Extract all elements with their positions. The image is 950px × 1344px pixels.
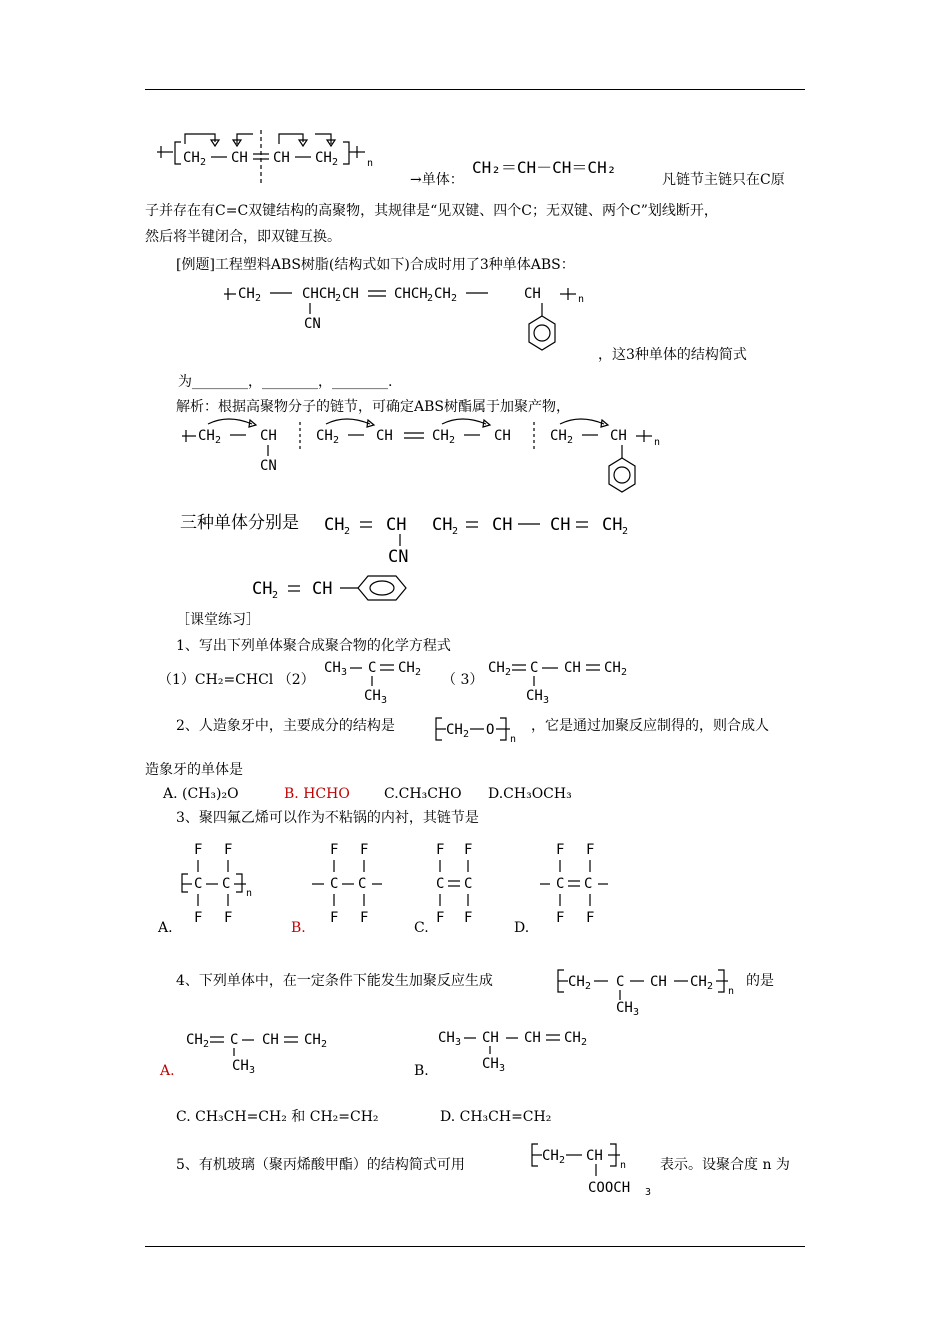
svg-text:CH: CH	[616, 1000, 633, 1016]
svg-text:CH: CH	[550, 428, 567, 444]
q5-pmma-structure	[530, 1138, 670, 1202]
svg-text:F: F	[194, 842, 203, 858]
q4-option-a-structure	[184, 1028, 354, 1078]
svg-text:CH: CH	[304, 1032, 321, 1048]
svg-text:CH: CH	[398, 660, 415, 676]
svg-text:COOCH: COOCH	[588, 1180, 631, 1196]
svg-text:CH: CH	[438, 1030, 455, 1046]
svg-text:C: C	[222, 876, 231, 892]
svg-text:CH: CH	[273, 150, 290, 166]
svg-text:C: C	[330, 876, 339, 892]
q3-option-c-structure	[430, 840, 500, 930]
q3-option-b-structure	[310, 840, 400, 930]
svg-text:F: F	[556, 910, 565, 926]
svg-text:3: 3	[633, 1007, 640, 1018]
svg-text:CH: CH	[488, 660, 505, 676]
svg-text:CH: CH	[342, 286, 359, 302]
svg-text:2: 2	[335, 293, 342, 304]
svg-text:C: C	[556, 876, 565, 892]
svg-text:3: 3	[455, 1037, 462, 1048]
svg-text:F: F	[586, 842, 595, 858]
svg-text:2: 2	[581, 1037, 588, 1048]
footer-rule	[145, 1246, 805, 1247]
svg-text:F: F	[464, 910, 473, 926]
svg-text:n: n	[510, 734, 517, 745]
svg-text:CH: CH	[432, 515, 453, 535]
svg-text:F: F	[556, 842, 565, 858]
svg-text:CH: CH	[252, 579, 273, 599]
svg-text:F: F	[330, 910, 339, 926]
svg-text:CH: CH	[610, 428, 627, 444]
svg-text:F: F	[224, 910, 233, 926]
svg-text:CH: CH	[586, 1148, 603, 1164]
svg-text:2: 2	[585, 981, 592, 992]
svg-text:CH: CH	[446, 722, 463, 738]
svg-text:F: F	[360, 910, 369, 926]
q4-label-b: B.	[414, 1063, 429, 1079]
svg-text:CH: CH	[494, 428, 511, 444]
arrow-label: →单体：	[410, 172, 464, 188]
abs-analysis-structure	[180, 418, 680, 518]
svg-text:F: F	[224, 842, 233, 858]
svg-text:2: 2	[415, 667, 422, 678]
svg-text:CH: CH	[434, 286, 451, 302]
svg-text:CH: CH	[186, 1032, 203, 1048]
svg-text:CH: CH	[262, 1032, 279, 1048]
svg-text:C: C	[584, 876, 593, 892]
svg-text:CH: CH	[526, 688, 543, 704]
monomer-butadiene: CH₂＝CH－CH＝CH₂	[472, 158, 617, 177]
svg-text:2: 2	[203, 1039, 210, 1050]
svg-text:3: 3	[543, 695, 550, 706]
svg-text:2: 2	[449, 435, 456, 446]
svg-text:CH: CH	[482, 1056, 499, 1072]
svg-text:F: F	[464, 842, 473, 858]
svg-text:n: n	[654, 437, 661, 448]
svg-text:CH: CH	[432, 428, 449, 444]
svg-text:CN: CN	[260, 458, 277, 474]
rule-text-line3: 然后将半键闭合，即双键互换。	[145, 229, 341, 245]
svg-text:CH: CH	[183, 150, 200, 166]
svg-text:2: 2	[505, 667, 512, 678]
svg-text:CH: CH	[564, 660, 581, 676]
q1-part3: （ 3）	[442, 672, 484, 688]
svg-text:2: 2	[621, 667, 628, 678]
q5-text-after: 表示。设聚合度 n 为	[660, 1157, 790, 1173]
svg-text:CH: CH	[376, 428, 393, 444]
svg-text:F: F	[330, 842, 339, 858]
svg-text:CH: CH	[690, 974, 707, 990]
q2-option-a: A. (CH₃)₂O	[163, 786, 239, 802]
svg-text:CH: CH	[324, 515, 345, 535]
svg-text:3: 3	[499, 1063, 506, 1074]
svg-text:F: F	[194, 910, 203, 926]
q2-text-line2: 造象牙的单体是	[145, 762, 243, 778]
q4-label-a: A.	[160, 1063, 175, 1079]
monomers-label: 三种单体分别是	[180, 513, 299, 533]
svg-text:C: C	[530, 660, 539, 676]
svg-text:n: n	[367, 158, 374, 169]
q4-text-before: 4、下列单体中，在一定条件下能发生加聚反应生成	[176, 973, 493, 989]
q4-option-c: C. CH₃CH=CH₂ 和 CH₂=CH₂	[176, 1109, 379, 1125]
svg-text:2: 2	[451, 293, 458, 304]
q3-option-d-structure	[540, 840, 630, 930]
practice-heading: ［课堂练习］	[176, 612, 260, 628]
svg-text:CHCH: CHCH	[394, 286, 428, 302]
q2-polyformaldehyde	[434, 712, 534, 748]
q5-text-before: 5、有机玻璃（聚丙烯酸甲酯）的结构简式可用	[176, 1157, 465, 1173]
svg-text:2: 2	[622, 526, 629, 537]
svg-text:2: 2	[559, 1155, 566, 1166]
svg-text:CH: CH	[238, 286, 255, 302]
svg-text:n: n	[246, 888, 253, 899]
svg-text:CH: CH	[198, 428, 215, 444]
svg-text:2: 2	[321, 1039, 328, 1050]
q4-option-b-structure	[436, 1026, 606, 1076]
svg-text:CH: CH	[232, 1058, 249, 1074]
polybutadiene-structure	[155, 128, 415, 188]
svg-text:C: C	[616, 974, 625, 990]
svg-text:CH: CH	[315, 150, 332, 166]
svg-text:3: 3	[645, 1187, 652, 1198]
q3-text: 3、聚四氟乙烯可以作为不粘锅的内衬，其链节是	[176, 810, 479, 826]
header-rule	[145, 89, 805, 90]
svg-text:2: 2	[333, 435, 340, 446]
svg-text:CH: CH	[482, 1030, 499, 1046]
q1-part1: （1）CH₂=CHCl （2）	[158, 672, 315, 688]
svg-text:O: O	[486, 722, 495, 738]
svg-text:2: 2	[272, 590, 279, 601]
svg-text:CH: CH	[492, 515, 513, 535]
abs-structure	[222, 276, 602, 366]
svg-text:CHCH: CHCH	[302, 286, 336, 302]
q1-isobutylene	[322, 656, 442, 706]
svg-text:n: n	[578, 294, 585, 305]
svg-text:2: 2	[200, 157, 207, 168]
q4-polymer-structure	[556, 964, 756, 1018]
svg-text:CH: CH	[564, 1030, 581, 1046]
svg-text:F: F	[436, 910, 445, 926]
svg-text:F: F	[436, 842, 445, 858]
q1-text: 1、写出下列单体聚合成聚合物的化学方程式	[176, 638, 451, 654]
q2-option-d: D.CH₃OCH₃	[488, 786, 572, 802]
example-question-tail: ，这3种单体的结构简式	[598, 347, 747, 363]
svg-text:CH: CH	[568, 974, 585, 990]
svg-text:CH: CH	[524, 1030, 541, 1046]
svg-text:2: 2	[215, 435, 222, 446]
svg-text:CN: CN	[388, 547, 409, 567]
styrene-structure	[250, 572, 420, 608]
q3-label-b: B.	[291, 920, 306, 936]
svg-text:2: 2	[707, 981, 714, 992]
svg-text:n: n	[728, 986, 735, 997]
svg-text:CH: CH	[260, 428, 277, 444]
q4-option-d: D. CH₃CH=CH₂	[440, 1109, 552, 1125]
svg-text:2: 2	[567, 435, 574, 446]
svg-text:2: 2	[255, 293, 262, 304]
example-blanks: 为________，________，________.	[178, 374, 393, 390]
rule-text-line2: 子并存在有C=C双键结构的高聚物，其规律是“见双键、四个C；无双键、两个C”划线断开，	[145, 203, 718, 219]
svg-text:3: 3	[381, 695, 388, 706]
svg-text:F: F	[586, 910, 595, 926]
svg-text:CH: CH	[650, 974, 667, 990]
svg-text:CH: CH	[316, 428, 333, 444]
svg-text:CH: CH	[542, 1148, 559, 1164]
q4-text-after: 的是	[746, 973, 774, 989]
svg-text:3: 3	[249, 1065, 256, 1076]
svg-text:CH: CH	[386, 515, 407, 535]
svg-text:2: 2	[332, 157, 339, 168]
svg-text:C: C	[194, 876, 203, 892]
svg-text:CH: CH	[231, 150, 248, 166]
q3-label-c: C.	[414, 920, 429, 936]
svg-text:n: n	[620, 1160, 627, 1171]
rule-text-tail: 凡链节主链只在C原	[662, 172, 785, 188]
svg-text:CH: CH	[364, 688, 381, 704]
q2-text-after: ，它是通过加聚反应制得的，则合成人	[531, 718, 769, 734]
svg-text:C: C	[230, 1032, 239, 1048]
q2-option-b: B. HCHO	[284, 786, 350, 802]
svg-text:2: 2	[427, 293, 434, 304]
svg-text:CN: CN	[304, 316, 321, 332]
svg-text:CH: CH	[604, 660, 621, 676]
svg-text:C: C	[436, 876, 445, 892]
svg-text:C: C	[368, 660, 377, 676]
svg-text:F: F	[360, 842, 369, 858]
analysis-text: 解析：根据高聚物分子的链节，可确定ABS树酯属于加聚产物，	[176, 399, 570, 415]
q1-isoprene	[486, 656, 646, 706]
svg-text:C: C	[358, 876, 367, 892]
svg-text:3: 3	[341, 667, 348, 678]
q2-text-before: 2、人造象牙中，主要成分的结构是	[176, 718, 395, 734]
svg-text:C: C	[464, 876, 473, 892]
q3-label-a: A.	[158, 920, 173, 936]
svg-text:2: 2	[452, 526, 459, 537]
svg-text:CH: CH	[550, 515, 571, 535]
q3-option-a-structure	[180, 840, 270, 930]
svg-text:2: 2	[463, 729, 470, 740]
svg-text:CH: CH	[324, 660, 341, 676]
svg-text:2: 2	[344, 526, 351, 537]
svg-text:CH: CH	[524, 286, 541, 302]
svg-text:CH: CH	[602, 515, 623, 535]
q3-label-d: D.	[514, 920, 530, 936]
svg-text:CH: CH	[312, 579, 333, 599]
example-title: [例题]工程塑料ABS树脂(结构式如下)合成时用了3种单体ABS：	[176, 257, 575, 273]
q2-option-c: C.CH₃CHO	[384, 786, 462, 802]
